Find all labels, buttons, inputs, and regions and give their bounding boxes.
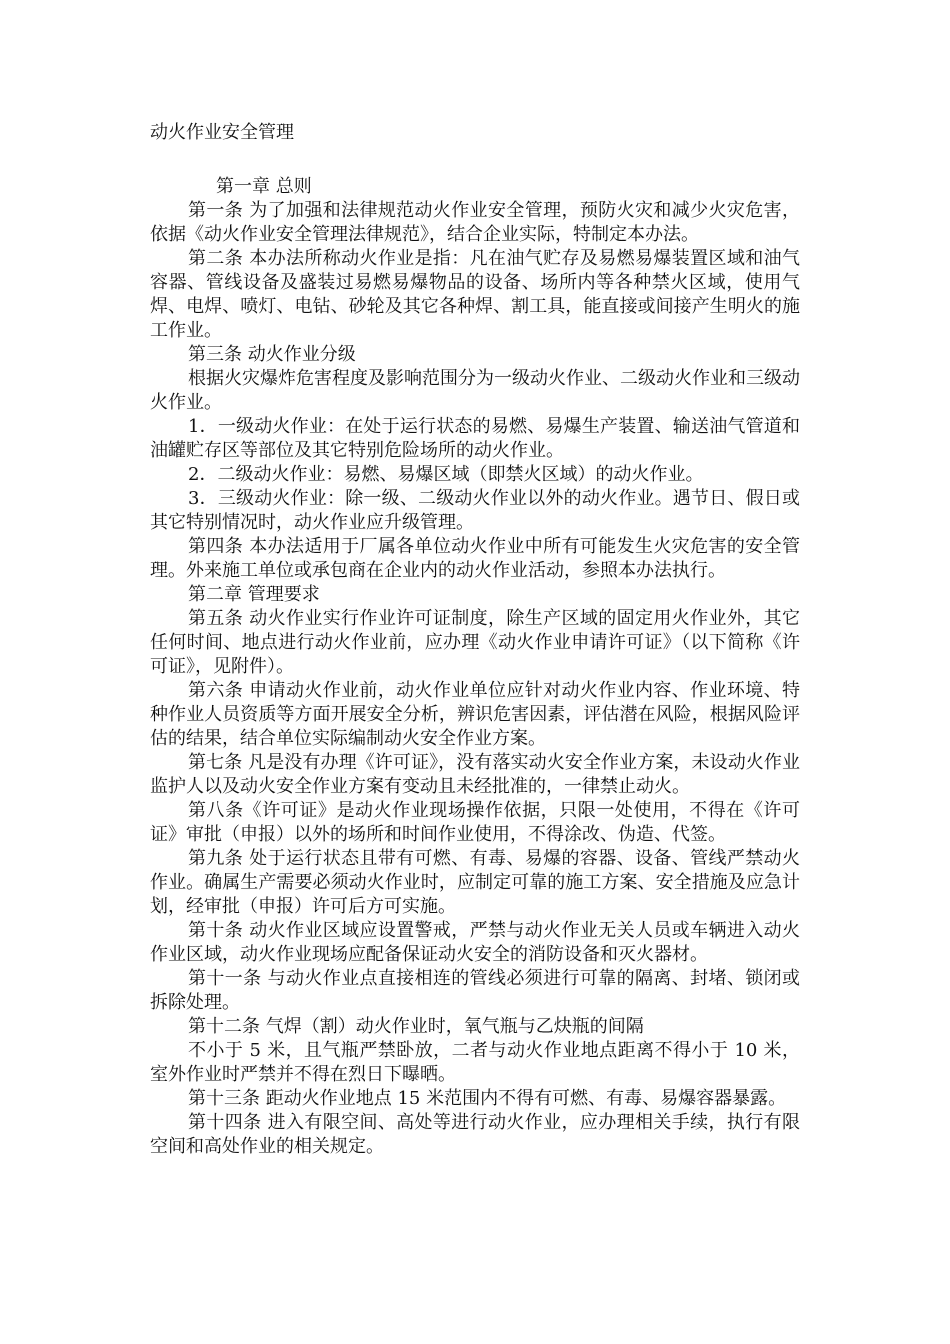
article-12: 第十二条 气焊（割）动火作业时，氧气瓶与乙炔瓶的间隔 <box>188 1016 644 1037</box>
article-9: 第九条 处于运行状态且带有可燃、有毒、易爆的容器、设备、管线严禁动火作业。确属生产需要必须动火作业时，应制定可靠的施工方案、安全措施及应急计划，经审批（申报）许可后方可实施。 <box>150 848 800 917</box>
chapter-heading-2: 第二章 管理要求 <box>188 584 320 605</box>
chapter-heading-1: 第一章 总则 <box>216 176 312 197</box>
article-11: 第十一条 与动火作业点直接相连的管线必须进行可靠的隔离、封堵、锁闭或拆除处理。 <box>150 968 800 1013</box>
document-title: 动火作业安全管理 <box>150 122 294 143</box>
article-12-continued: 不小于 5 米，且气瓶严禁卧放，二者与动火作业地点距离不得小于 10 米，室外作业时严禁并不得在烈日下曝晒。 <box>150 1040 800 1085</box>
article-7: 第七条 凡是没有办理《许可证》，没有落实动火安全作业方案，未设动火作业监护人以及动火安全作业方案有变动且未经批准的，一律禁止动火。 <box>150 752 800 797</box>
article-10: 第十条 动火作业区域应设置警戒，严禁与动火作业无关人员或车辆进入动火作业区域，动火作业现场应配备保证动火安全的消防设备和灭火器材。 <box>150 920 800 965</box>
list-item-level-2: 2．二级动火作业：易燃、易爆区域（即禁火区域）的动火作业。 <box>188 464 704 485</box>
article-5: 第五条 动火作业实行作业许可证制度，除生产区域的固定用火作业外，其它任何时间、地点进行动火作业前，应办理《动火作业申请许可证》（以下简称《许可证》，见附件）。 <box>150 608 800 677</box>
paragraph-grading: 根据火灾爆炸危害程度及影响范围分为一级动火作业、二级动火作业和三级动火作业。 <box>150 368 800 413</box>
article-6: 第六条 申请动火作业前，动火作业单位应针对动火作业内容、作业环境、特种作业人员资质等方面开展安全分析，辨识危害因素，评估潜在风险，根据风险评估的结果，结合单位实际编制动火安全作业方案。 <box>150 680 800 749</box>
list-item-level-1: 1．一级动火作业：在处于运行状态的易燃、易爆生产装置、输送油气管道和油罐贮存区等部位及其它特别危险场所的动火作业。 <box>150 416 800 461</box>
article-13: 第十三条 距动火作业地点 15 米范围内不得有可燃、有毒、易爆容器暴露。 <box>188 1088 787 1109</box>
article-4: 第四条 本办法适用于厂属各单位动火作业中所有可能发生火灾危害的安全管理。外来施工单位或承包商在企业内的动火作业活动，参照本办法执行。 <box>150 536 800 581</box>
article-2: 第二条 本办法所称动火作业是指：凡在油气贮存及易燃易爆装置区域和油气容器、管线设备及盛装过易燃易爆物品的设备、场所内等各种禁火区域，使用气焊、电焊、喷灯、电钻、砂轮及其它各种焊、割工具，能直接或间接产生明火的施工作业。 <box>150 248 800 341</box>
document-body <box>150 121 800 1159</box>
article-3: 第三条 动火作业分级 <box>188 344 356 365</box>
article-14: 第十四条 进入有限空间、高处等进行动火作业，应办理相关手续，执行有限空间和高处作业的相关规定。 <box>150 1112 800 1157</box>
article-8: 第八条《许可证》是动火作业现场操作依据，只限一处使用，不得在《许可证》审批（申报）以外的场所和时间作业使用，不得涂改、伪造、代签。 <box>150 800 800 845</box>
list-item-level-3: 3．三级动火作业：除一级、二级动火作业以外的动火作业。遇节日、假日或其它特别情况时，动火作业应升级管理。 <box>150 488 800 533</box>
article-1: 第一条 为了加强和法律规范动火作业安全管理，预防火灾和减少火灾危害， 依据《动火作业安全管理法律规范》，结合企业实际，特制定本办法。 <box>150 200 800 245</box>
